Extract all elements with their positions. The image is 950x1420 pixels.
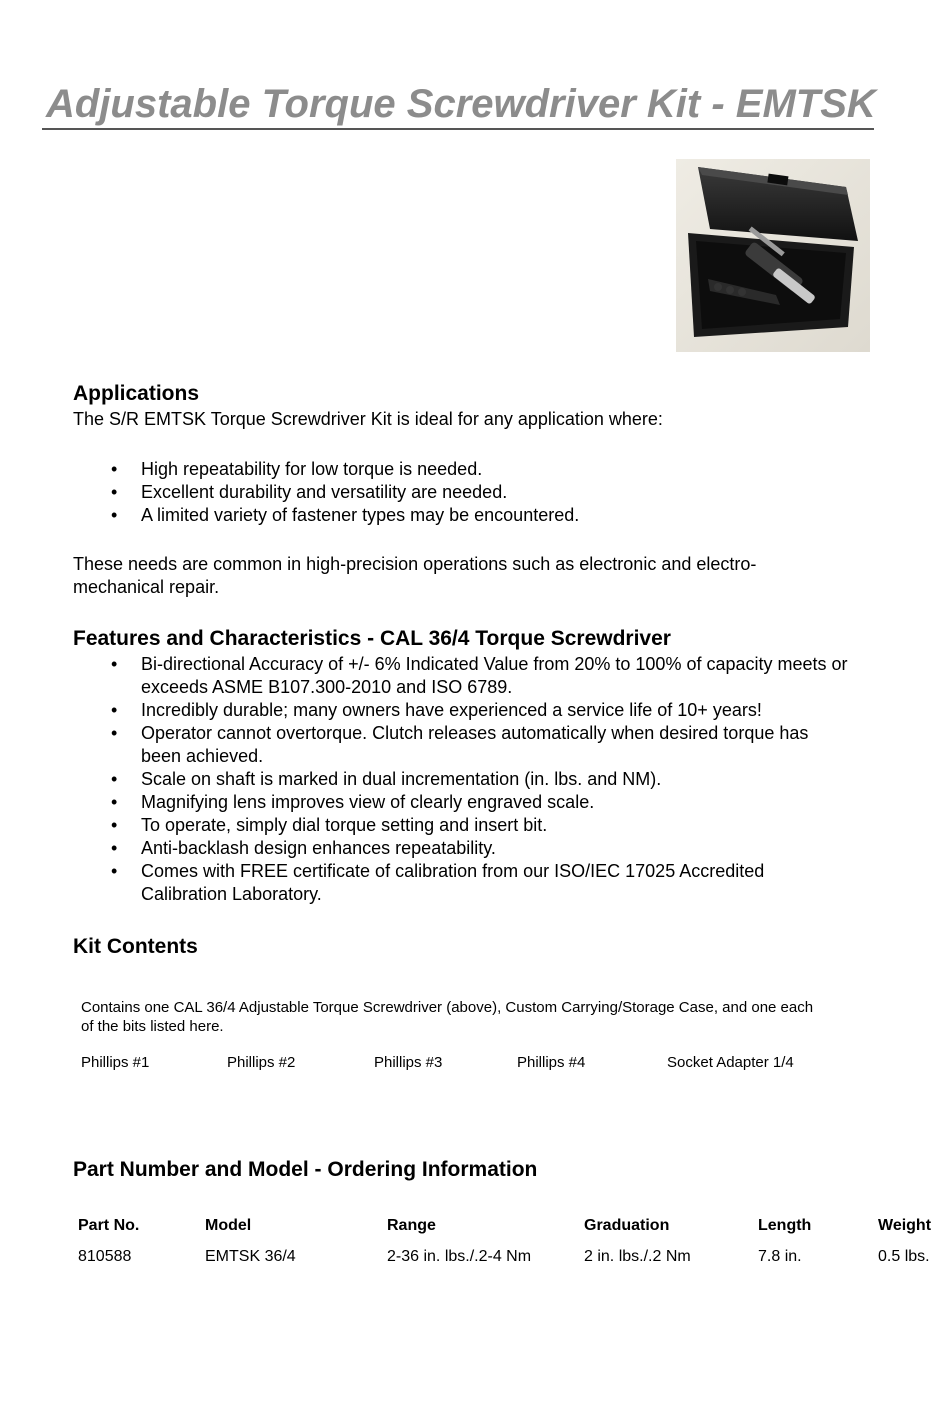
list-item: • Anti-backlash design enhances repeatability.	[111, 838, 496, 858]
bullet-icon: •	[111, 815, 118, 835]
table-cell: 2 in. lbs./.2 Nm	[584, 1248, 691, 1265]
product-photo	[676, 159, 870, 352]
bullet-icon: •	[111, 838, 118, 858]
bullet-icon: •	[111, 505, 118, 525]
column-header: Weight	[878, 1217, 932, 1234]
list-item: • Operator cannot overtorque. Clutch releases automatically when desired torque has been achieved.	[111, 723, 809, 766]
list-item: • A limited variety of fastener types may be encountered.	[111, 505, 580, 525]
page-title: Adjustable Torque Screwdriver Kit - EMTSK	[46, 82, 876, 126]
features-heading: Features and Characteristics - CAL 36/4 Torque Screwdriver	[73, 627, 671, 650]
features-list	[73, 653, 848, 906]
list-item: • Comes with FREE certificate of calibration from our ISO/IEC 17025 Accredited Calibration Laboratory.	[111, 861, 765, 904]
applications-closing: These needs are common in high-precision operations such as electronic and electro-mechanical repair.	[73, 554, 757, 597]
kit-contents-heading: Kit Contents	[73, 935, 198, 958]
table-cell: EMTSK 36/4	[205, 1248, 296, 1265]
column-header: Model	[205, 1217, 252, 1234]
kit-item: Socket Adapter 1/4	[667, 1054, 794, 1071]
list-item: • Scale on shaft is marked in dual incrementation (in. lbs. and NM).	[111, 769, 662, 789]
bullet-icon: •	[111, 459, 118, 479]
bullet-icon: •	[111, 723, 118, 743]
kit-description: Contains one CAL 36/4 Adjustable Torque Screwdriver (above), Custom Carrying/Storage Case, and one each of the bits listed here.	[81, 999, 814, 1035]
list-item: • Bi-directional Accuracy of +/- 6% Indicated Value from 20% to 100% of capacity meets or exceeds ASME B107.300-2010 and ISO 6789.	[111, 654, 848, 697]
kit-item: Phillips #2	[227, 1054, 296, 1071]
bullet-icon: •	[111, 769, 118, 789]
column-header: Length	[758, 1217, 812, 1234]
list-item: • Excellent durability and versatility are needed.	[111, 482, 508, 502]
applications-heading: Applications	[73, 382, 200, 405]
applications-list	[73, 458, 853, 527]
column-header: Graduation	[584, 1217, 670, 1234]
ordering-heading: Part Number and Model - Ordering Information	[73, 1158, 538, 1181]
column-header: Part No.	[78, 1217, 140, 1234]
kit-item: Phillips #1	[81, 1054, 150, 1071]
list-item: • To operate, simply dial torque setting and insert bit.	[111, 815, 548, 835]
list-item: • High repeatability for low torque is needed.	[111, 459, 483, 479]
kit-item: Phillips #3	[374, 1054, 443, 1071]
bullet-icon: •	[111, 482, 118, 502]
bullet-icon: •	[111, 861, 118, 881]
kit-item: Phillips #4	[517, 1054, 586, 1071]
screwdriver-case-image	[676, 159, 870, 352]
table-cell: 2-36 in. lbs./.2-4 Nm	[387, 1248, 532, 1265]
table-cell: 0.5 lbs.	[878, 1248, 930, 1265]
list-item: • Magnifying lens improves view of clearly engraved scale.	[111, 792, 595, 812]
bullet-icon: •	[111, 792, 118, 812]
applications-intro: The S/R EMTSK Torque Screwdriver Kit is ideal for any application where:	[73, 409, 663, 429]
table-cell: 810588	[78, 1248, 132, 1265]
bullet-icon: •	[111, 654, 118, 674]
list-item: • Incredibly durable; many owners have experienced a service life of 10+ years!	[111, 700, 762, 720]
title-underline	[42, 128, 874, 130]
table-cell: 7.8 in.	[758, 1248, 802, 1265]
column-header: Range	[387, 1217, 436, 1234]
bullet-icon: •	[111, 700, 118, 720]
